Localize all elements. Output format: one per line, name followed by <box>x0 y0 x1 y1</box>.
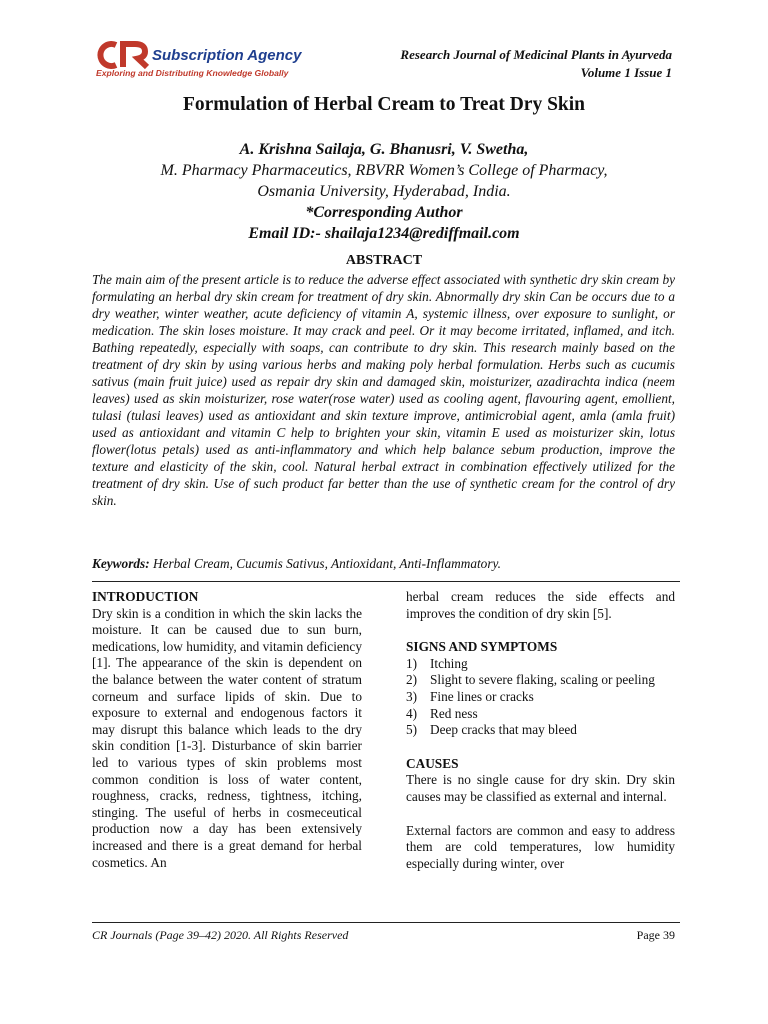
journal-name: Research Journal of Medicinal Plants in Ayurveda <box>400 47 672 62</box>
logo-tagline: Exploring and Distributing Knowledge Globally <box>96 68 289 78</box>
affiliation-line-1: M. Pharmacy Pharmaceutics, RBVRR Women’s College of Pharmacy, <box>160 162 608 179</box>
symptom-list <box>406 656 675 739</box>
causes-heading: CAUSES <box>406 755 459 771</box>
footer-divider <box>92 922 680 923</box>
causes-paragraph-2: External factors are common and easy to address them are cold temperatures, low humidity especially during winter, over <box>406 822 675 871</box>
left-column <box>92 589 362 871</box>
section-divider <box>92 581 680 582</box>
journal-header <box>400 46 672 82</box>
introduction-continued: herbal cream reduces the side effects and improves the condition of dry skin [5]. <box>406 589 675 621</box>
list-item: 4) Red ness <box>406 705 478 721</box>
causes-paragraph-1: There is no single cause for dry skin. Dry skin causes may be classified as external and internal. <box>406 772 675 804</box>
publisher-logo <box>92 40 342 84</box>
list-item: 3) Fine lines or cracks <box>406 688 534 704</box>
affiliation-line-2: Osmania University, Hyderabad, India. <box>257 183 511 200</box>
copyright-text: CR Journals (Page 39–42) 2020. All Rights Reserved <box>92 928 349 942</box>
list-item: 2) Slight to severe flaking, scaling or peeling <box>406 672 655 688</box>
volume-issue: Volume 1 Issue 1 <box>580 65 672 80</box>
keywords-label: Keywords: <box>92 556 150 571</box>
introduction-text: Dry skin is a condition in which the skin lacks the moisture. It can be caused due to sun burn, medications, low humidity, and vitamin deficiency [1]. The appearance of the skin is dependent on the balance between the water content of stratum corneum and surface lipids of skin. Due to exposure to external and endogenous factors it may disrupt this balance which leads to the dry skin condition [1-3]. Disturbance of skin barrier led to various types of skin problems most common condition is loss of water content, roughness, cracks, redness, tightness, itching, stinging. The useful of herbs in cosmeceutical production now a day has been extensively increased and there is a great demand for herbal cosmetics. An <box>92 605 362 870</box>
author-names: A. Krishna Sailaja, G. Bhanusri, V. Swetha, <box>239 141 529 158</box>
keywords <box>92 555 675 572</box>
list-item: 5) Deep cracks that may bleed <box>406 722 577 738</box>
author-block <box>0 139 768 244</box>
signs-heading: SIGNS AND SYMPTOMS <box>406 639 558 655</box>
introduction-heading: INTRODUCTION <box>92 589 199 604</box>
logo-name: Subscription Agency <box>152 47 302 64</box>
cr-logo-icon <box>92 40 154 70</box>
list-item: 1) Itching <box>406 655 468 671</box>
right-column <box>406 589 675 872</box>
author-email: Email ID:- shailaja1234@rediffmail.com <box>248 225 520 242</box>
keywords-text: Herbal Cream, Cucumis Sativus, Antioxidant, Anti-Inflammatory. <box>149 556 501 571</box>
abstract-text: The main aim of the present article is to reduce the adverse effect associated with synthetic dry skin cream by formulating an herbal dry skin cream for treatment of dry skin. Abnormally dry skin Can be occurs due to a dry weather, winter weather, acute deficiency of vitamin A, systemic illness, over exposure to sunlight, or medication. The skin loses moisture. It may crack and peel. Or it may become irritated, inflamed, and itch. Bathing repeatedly, especially with soaps, can contribute to dry skin. This research mainly based on the treatment of dry skin by using various herbs and making poly herbal formulation. Herbs such as cucumis sativus (main fruit juice) used as repair dry skin and damaged skin, moisturizer, azadirachta indica (neem leaves) used as skin moisturizer, rose water(rose water) used as cooling agent, flavouring agent, emollient, tulasi (tulasi leaves) used as antioxidant and skin texture improve, antimicrobial agent, amla (amla fruit) used as antioxidant and vitamin C help to brighten your skin, vitamin E used as moisturizer skin, lotus flower(lotus petals) used as anti-inflammatory and which help balance sebum production, improve the texture and elasticity of the skin, cool. Natural herbal extract in combination effectively utilized for the treatment of dry skin. Use of such product far better than the use of synthetic cream for the control of dry skin. <box>92 272 675 508</box>
paper-title: Formulation of Herbal Cream to Treat Dry Skin <box>182 94 586 115</box>
abstract-heading: ABSTRACT <box>345 253 423 268</box>
page-footer <box>92 928 675 943</box>
corresponding-author: *Corresponding Author <box>305 204 463 221</box>
page-number: Page 39 <box>636 928 675 942</box>
